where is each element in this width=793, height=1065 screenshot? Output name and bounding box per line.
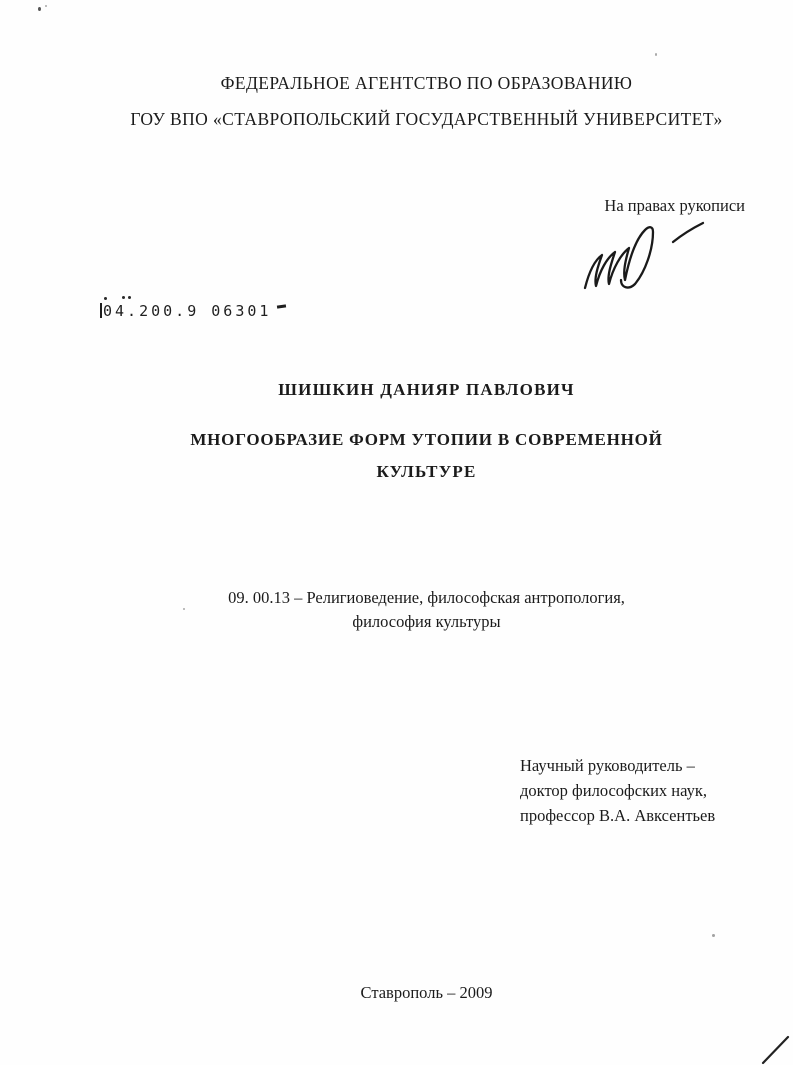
supervisor-block: [520, 753, 715, 828]
registration-stamp: [100, 302, 286, 320]
handwritten-signature: [575, 210, 735, 295]
stamp-number: 04.200.9 06301: [103, 302, 272, 320]
dissertation-title-line2: КУЛЬТУРЕ: [376, 462, 477, 481]
city-year: Ставрополь – 2009: [360, 983, 493, 1002]
university-header: ГОУ ВПО «СТАВРОПОЛЬСКИЙ ГОСУДАРСТВЕННЫЙ УНИВЕРСИТЕТ»: [130, 109, 723, 129]
stamp-dot: [104, 297, 107, 300]
stamp-trailing-dash: [277, 304, 286, 308]
specialty-code-line: 09. 00.13 – Религиоведение, философская антропология,: [228, 588, 625, 607]
dissertation-title-line1: МНОГООБРАЗИЕ ФОРМ УТОПИИ В СОВРЕМЕННОЙ: [190, 430, 663, 449]
agency-header: ФЕДЕРАЛЬНОЕ АГЕНТСТВО ПО ОБРАЗОВАНИЮ: [220, 73, 633, 93]
supervisor-line2: доктор философских наук,: [520, 781, 707, 800]
supervisor-line3: профессор В.А. Авксентьев: [520, 806, 716, 825]
manuscript-rights-note: На правах рукописи: [604, 196, 745, 215]
stamp-dot: [128, 296, 131, 299]
supervisor-line1: Научный руководитель –: [520, 756, 695, 775]
author-name: ШИШКИН ДАНИЯР ПАВЛОВИЧ: [278, 380, 575, 399]
scan-content: [30, 0, 793, 1065]
stamp-dot: [122, 296, 125, 299]
stamp-leading-bar: [100, 303, 102, 318]
specialty-code-line2: философия культуры: [352, 612, 501, 631]
